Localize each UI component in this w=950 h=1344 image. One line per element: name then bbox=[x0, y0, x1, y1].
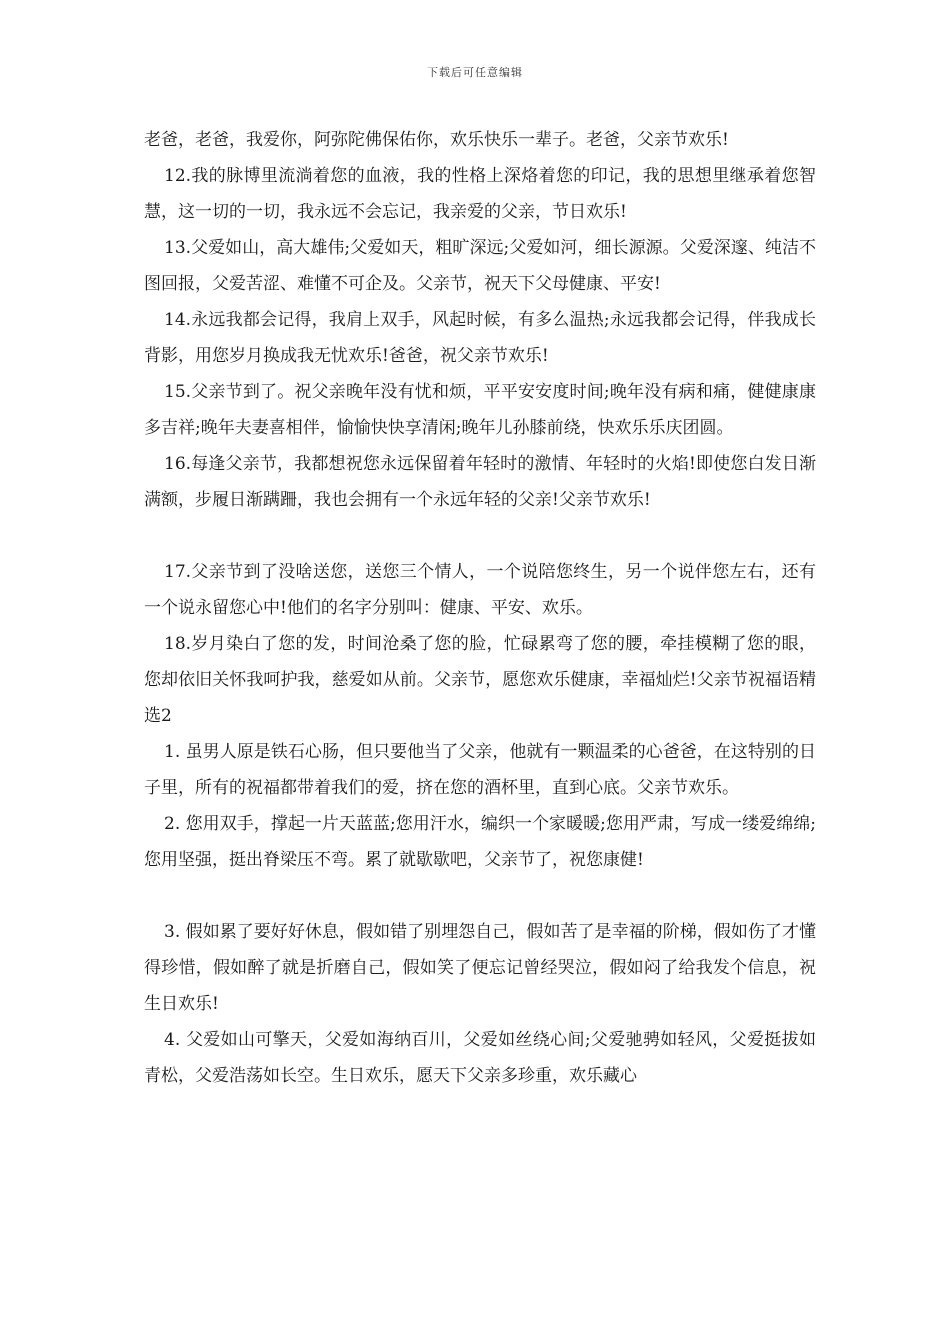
paragraph-intro: 老爸，老爸，我爱你，阿弥陀佛保佑你，欢乐快乐一辈子。老爸，父亲节欢乐! bbox=[144, 130, 729, 150]
paragraph-17: 17.父亲节到了没啥送您，送您三个情人，一个说陪您终生，另一个说伴您左右，还有一个说永留您心中!他们的名字分别叫：健康、平安、欢乐。 bbox=[144, 562, 816, 618]
paragraph-16: 16.每逢父亲节，我都想祝您永远保留着年轻时的激情、年轻时的火焰!即使您白发日渐满额，步履日渐蹒跚，我也会拥有一个永远年轻的父亲!父亲节欢乐! bbox=[144, 454, 816, 510]
paragraph-2: 2. 您用双手，撑起一片天蓝蓝;您用汗水，编织一个家暖暖;您用严肃，写成一缕爱绵绵;您用坚强，挺出脊梁压不弯。累了就歇歇吧，父亲节了，祝您康健! bbox=[144, 814, 816, 870]
blank-line bbox=[144, 878, 816, 914]
blank-line bbox=[144, 518, 816, 554]
paragraph-13: 13.父爱如山，高大雄伟;父爱如天，粗旷深远;父爱如河，细长源源。父爱深邃、纯洁不图回报，父爱苦涩、难懂不可企及。父亲节，祝天下父母健康、平安! bbox=[144, 238, 816, 294]
paragraph-14: 14.永远我都会记得，我肩上双手，风起时候，有多么温热;永远我都会记得，伴我成长背影，用您岁月换成我无忧欢乐!爸爸，祝父亲节欢乐! bbox=[144, 310, 816, 366]
document-body bbox=[144, 122, 816, 1094]
paragraph-1: 1. 虽男人原是铁石心肠，但只要他当了父亲，他就有一颗温柔的心爸爸，在这特别的日子里，所有的祝福都带着我们的爱，挤在您的酒杯里，直到心底。父亲节欢乐。 bbox=[144, 742, 816, 798]
paragraph-15: 15.父亲节到了。祝父亲晚年没有忧和烦，平平安安度时间;晚年没有病和痛，健健康康多吉祥;晚年夫妻喜相伴，愉愉快快享清闲;晚年儿孙膝前绕，快欢乐乐庆团圆。 bbox=[144, 382, 816, 438]
paragraph-4: 4. 父爱如山可擎天，父爱如海纳百川，父爱如丝绕心间;父爱驰骋如轻风，父爱挺拔如青松，父爱浩荡如长空。生日欢乐，愿天下父亲多珍重，欢乐藏心 bbox=[144, 1030, 816, 1086]
paragraph-3: 3. 假如累了要好好休息，假如错了别埋怨自己，假如苦了是幸福的阶梯，假如伤了才懂得珍惜，假如醉了就是折磨自己，假如笑了便忘记曾经哭泣，假如闷了给我发个信息，祝生日欢乐! bbox=[144, 922, 816, 1014]
paragraph-12: 12.我的脉博里流淌着您的血液，我的性格上深烙着您的印记，我的思想里继承着您智慧，这一切的一切，我永远不会忘记，我亲爱的父亲，节日欢乐! bbox=[144, 166, 816, 222]
paragraph-18: 18.岁月染白了您的发，时间沧桑了您的脸，忙碌累弯了您的腰，牵挂模糊了您的眼，您却依旧关怀我呵护我，慈爱如从前。父亲节，愿您欢乐健康，幸福灿烂!父亲节祝福语精选2 bbox=[144, 634, 816, 726]
page-header: 下载后可任意编辑 bbox=[427, 66, 523, 79]
